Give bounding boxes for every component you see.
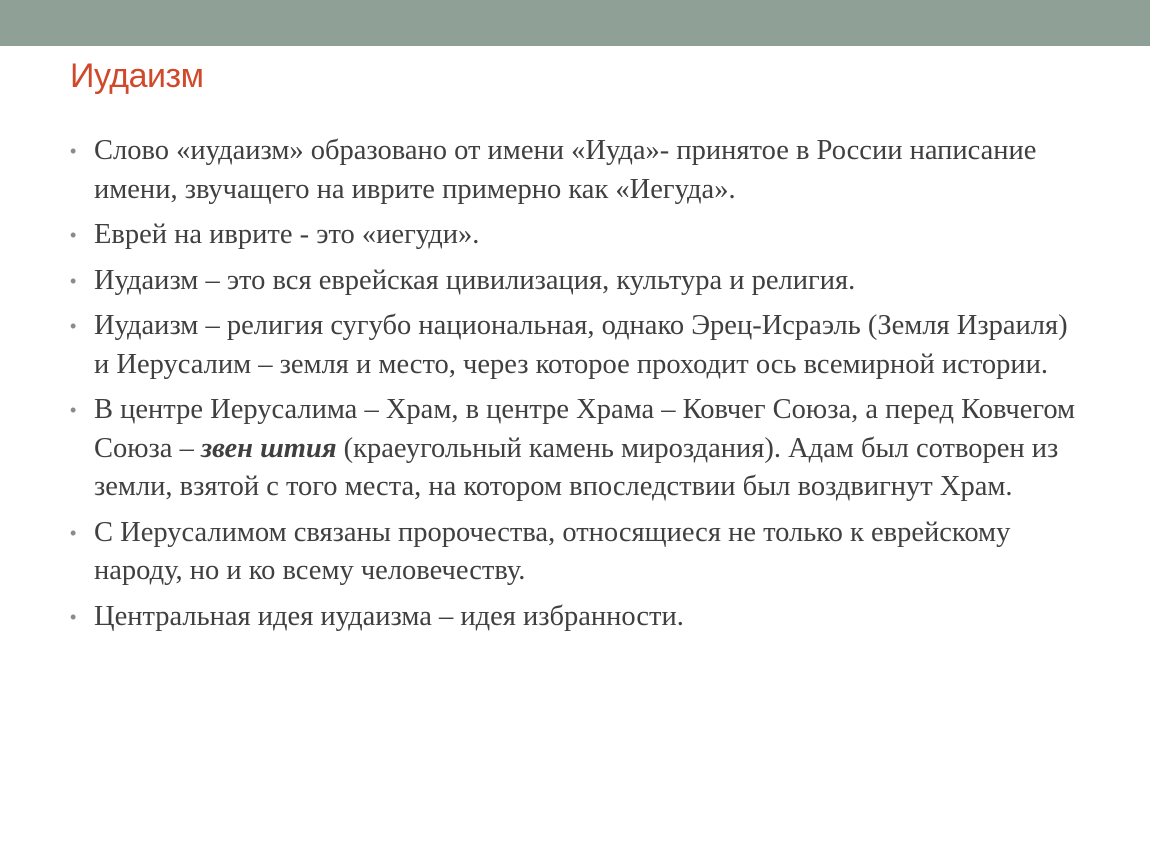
top-decorative-bar xyxy=(0,0,1150,46)
bullet-text: Иудаизм – религия сугубо национальная, однако Эрец-Исраэль (Земля Израиля) и Иерусалим – земля и место, через которое проходит ось всемирной истории. xyxy=(94,310,1068,380)
bullet-icon: • xyxy=(70,141,77,161)
bullet-icon: • xyxy=(70,400,77,420)
bullet-icon: • xyxy=(70,522,77,543)
bullet-icon: • xyxy=(70,606,77,627)
bullet-item-4 xyxy=(70,307,1080,384)
bullet-item-1 xyxy=(70,132,1080,209)
bullet-icon: • xyxy=(70,225,77,245)
bullet-item-5 xyxy=(70,391,1080,507)
bullet-item-7 xyxy=(70,598,1080,637)
bullet-icon: • xyxy=(70,316,77,336)
bullet-text: Еврей на иврите - это «иегуди». xyxy=(94,219,480,250)
bullet-text: Иудаизм – это вся еврейская цивилизация, культура и религия. xyxy=(94,264,856,296)
bullet-list xyxy=(70,132,1080,643)
bullet-item-6 xyxy=(70,514,1080,591)
emphasized-term: звен штия xyxy=(200,432,337,464)
bullet-item-3 xyxy=(70,262,1080,301)
bullet-item-2 xyxy=(70,216,1080,255)
bullet-icon: • xyxy=(70,270,77,291)
bullet-text-before: В центре Иерусалима – Храм, в центре Храма – Ковчег Союза, а перед Ковчегом Союза – xyxy=(94,394,1076,464)
bullet-text: С Иерусалимом связаны пророчества, относящиеся не только к еврейскому народу, но и ко всему человечеству. xyxy=(94,516,1011,586)
bullet-text: Слово «иудаизм» образовано от имени «Иуда»- принятое в России написание имени, звучащего на иврите примерно как «Иегуда». xyxy=(94,135,1037,205)
bullet-text-after: (краеугольный камень мироздания). Адам был сотворен из земли, взятой с того места, на котором впоследствии был воздвигнут Храм. xyxy=(94,432,1059,502)
slide-title: Иудаизм xyxy=(70,57,204,95)
bullet-text: Центральная идея иудаизма – идея избранности. xyxy=(94,600,684,632)
